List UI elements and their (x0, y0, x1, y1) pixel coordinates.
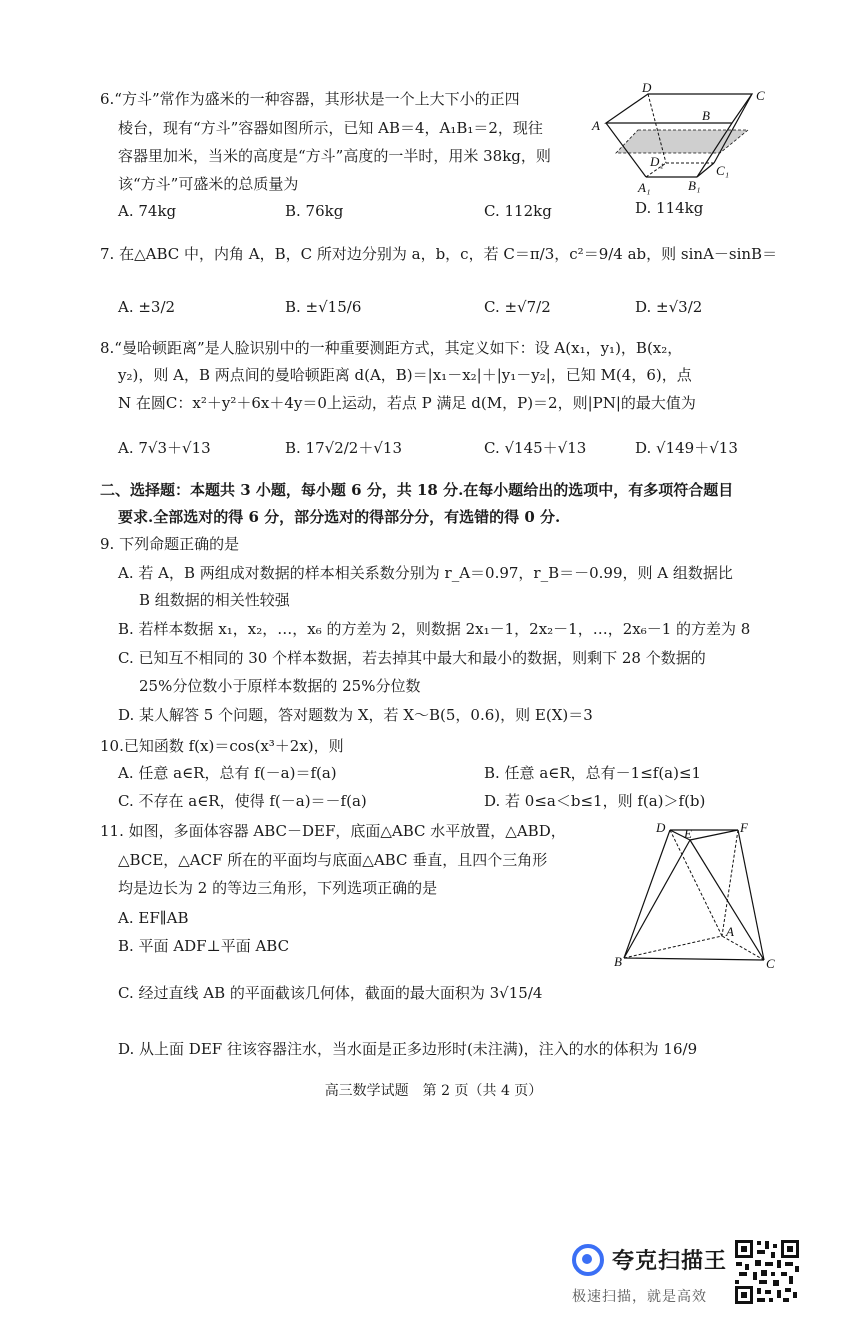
brand-logo-dot-icon (582, 1254, 592, 1264)
fig6-label-b: B (702, 108, 710, 123)
q7-option-a: A. ±3/2 (118, 298, 176, 316)
q11-option-a: A. EF∥AB (118, 909, 189, 927)
q8-option-a: A. 7√3＋√13 (118, 439, 211, 457)
q9-option-c-line1: C. 已知互不相同的 30 个样本数据，若去掉其中最大和最小的数据，则剩下 28 个数据的 (118, 649, 706, 667)
section2-heading-line2: 要求.全部选对的得 6 分，部分选对的得部分分，有选错的得 0 分. (118, 508, 561, 526)
q6-line4: 该“方斗”可盛米的总质量为 (118, 175, 299, 193)
q7-option-c: C. ±√7/2 (484, 298, 551, 316)
fig11-label-e: E (684, 826, 692, 841)
polyhedron-figure (612, 818, 782, 970)
q9-option-b: B. 若样本数据 x₁，x₂，…，x₆ 的方差为 2，则数据 2x₁－1，2x₂－1，…，2x₆－1 的方差为 8 (118, 620, 751, 638)
fig11-label-a: A (726, 924, 734, 939)
q7-option-b: B. ±√15/6 (285, 298, 362, 316)
fig11-label-c: C (766, 956, 775, 970)
q9-option-d: D. 某人解答 5 个问题，答对题数为 X，若 X～B(5，0.6)，则 E(X)＝3 (118, 706, 593, 724)
fig6-label-d: D (642, 80, 652, 95)
frustum-figure (590, 80, 780, 195)
q8-line1: 8.“曼哈顿距离”是人脸识别中的一种重要测距方式，其定义如下：设 A(x₁，y₁)，B(x₂， (100, 339, 683, 357)
q11-line3: 均是边长为 2 的等边三角形，下列选项正确的是 (118, 879, 438, 897)
q6-option-c: C. 112kg (484, 202, 552, 220)
q10-stem: 10.已知函数 f(x)＝cos(x³＋2x)，则 (100, 737, 344, 755)
fig6-label-b1: B₁ (688, 178, 701, 193)
q6-line3: 容器里加米，当米的高度是“方斗”高度的一半时，用米 38kg，则 (118, 147, 551, 165)
q7-option-d: D. ±√3/2 (635, 298, 703, 316)
q8-option-d: D. √149＋√13 (635, 439, 738, 457)
q6-line1: 6.“方斗”常作为盛米的一种容器，其形状是一个上大下小的正四 (100, 90, 520, 108)
q9-option-a-line1: A. 若 A，B 两组成对数据的样本相关系数分别为 r_A＝0.97，r_B＝－0.99，则 A 组数据比 (118, 564, 733, 582)
q10-option-b: B. 任意 a∈R，总有－1≤f(a)≤1 (484, 764, 702, 782)
fig6-label-d1: D₁ (650, 154, 664, 169)
fig11-label-d: D (656, 820, 666, 835)
page-footer: 高三数学试题 第 2 页（共 4 页） (324, 1083, 543, 1099)
q11-option-d: D. 从上面 DEF 往该容器注水，当水面是正多边形时(未注满)，注入的水的体积为 16/9 (118, 1040, 698, 1058)
q10-option-a: A. 任意 a∈R，总有 f(－a)＝f(a) (118, 764, 337, 782)
fig11-label-f: F (740, 820, 748, 835)
fig11-label-b: B (614, 954, 622, 969)
q8-option-c: C. √145＋√13 (484, 439, 587, 457)
q11-line2: △BCE，△ACF 所在的平面均与底面△ABC 垂直，且四个三角形 (118, 851, 548, 869)
q7-stem: 7. 在△ABC 中，内角 A，B，C 所对边分别为 a，b，c，若 C＝π/3，c²＝9/4 ab，则 sinA－sinB＝ (100, 245, 778, 263)
q11-line1: 11. 如图，多面体容器 ABC－DEF，底面△ABC 水平放置，△ABD， (100, 822, 566, 840)
q6-line2: 棱台，现有“方斗”容器如图所示，已知 AB＝4，A₁B₁＝2，现往 (118, 119, 543, 137)
q9-stem: 9. 下列命题正确的是 (100, 535, 240, 553)
q6-option-b: B. 76kg (285, 202, 344, 220)
q8-line2: y₂)，则 A，B 两点间的曼哈顿距离 d(A，B)＝|x₁－x₂|＋|y₁－y₂|，已知 M(4，6)，点 (118, 366, 692, 384)
fig6-label-a1: A₁ (638, 180, 651, 195)
q6-option-d: D. 114kg (635, 199, 704, 217)
q9-option-a-line2: B 组数据的相关性较强 (139, 591, 290, 609)
q10-option-d: D. 若 0≤a＜b≤1，则 f(a)＞f(b) (484, 792, 706, 810)
qr-code-icon (733, 1238, 801, 1306)
q11-option-b: B. 平面 ADF⊥平面 ABC (118, 937, 290, 955)
section2-heading-line1: 二、选择题：本题共 3 小题，每小题 6 分，共 18 分.在每小题给出的选项中，有多项符合题目 (100, 481, 734, 499)
q9-option-c-line2: 25%分位数小于原样本数据的 25%分位数 (139, 677, 421, 695)
fig6-label-c: C (756, 88, 765, 103)
brand-slogan: 极速扫描，就是高效 (572, 1289, 707, 1305)
q10-option-c: C. 不存在 a∈R，使得 f(－a)＝－f(a) (118, 792, 367, 810)
q8-option-b: B. 17√2/2＋√13 (285, 439, 402, 457)
fig6-label-a: A (592, 118, 600, 133)
brand-name: 夸克扫描王 (612, 1249, 728, 1274)
fig6-label-c1: C₁ (716, 163, 730, 178)
q11-option-c: C. 经过直线 AB 的平面截该几何体，截面的最大面积为 3√15/4 (118, 984, 543, 1002)
q8-line3: N 在圆C：x²＋y²＋6x＋4y＝0上运动，若点 P 满足 d(M，P)＝2，则|PN|的最大值为 (118, 394, 696, 412)
q6-option-a: A. 74kg (118, 202, 177, 220)
